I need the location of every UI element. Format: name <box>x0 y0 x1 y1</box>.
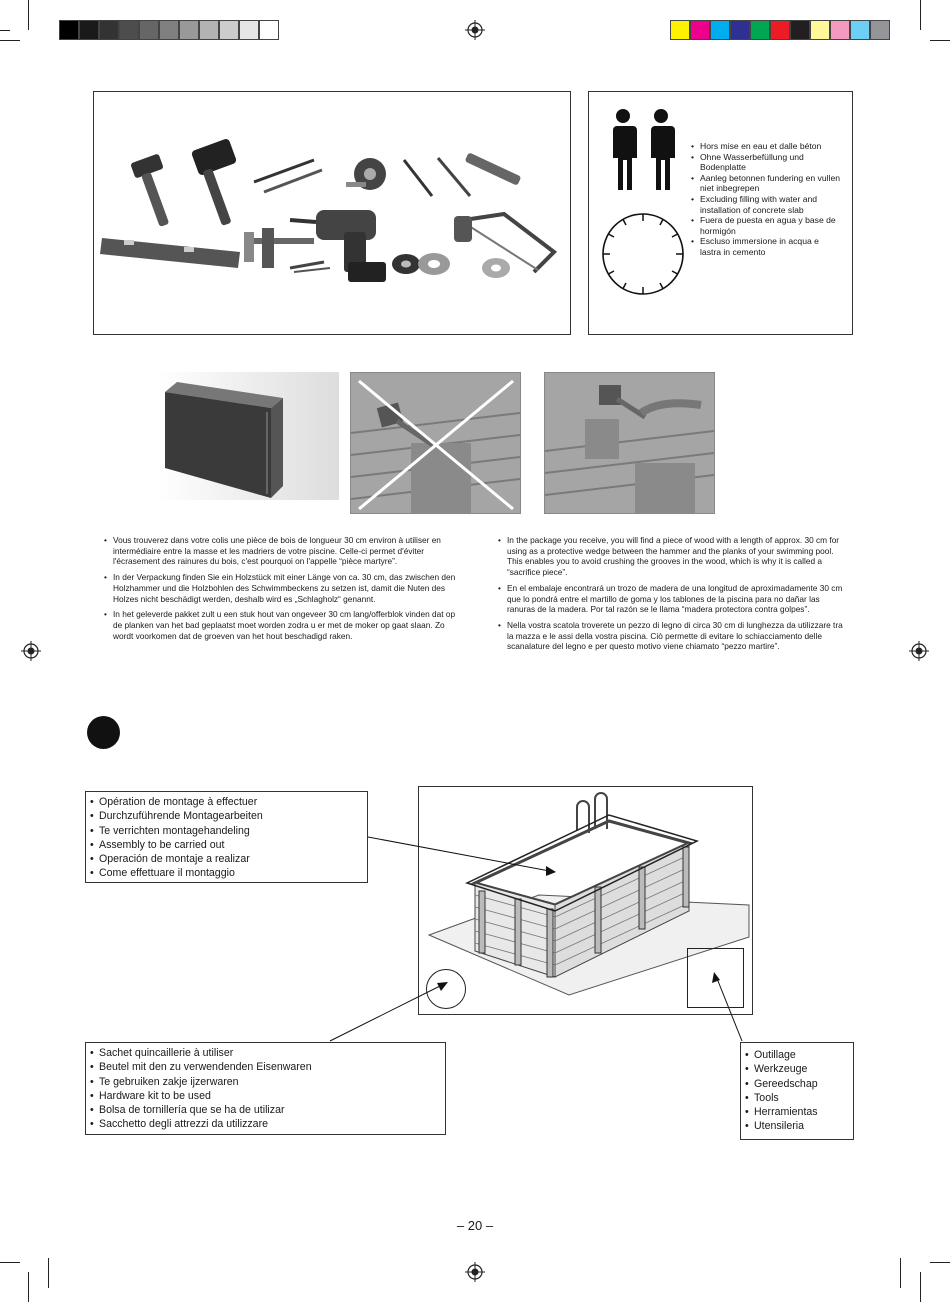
legend-item: • Hardware kit to be used <box>90 1089 445 1103</box>
legend-tools-list <box>745 1048 853 1134</box>
legend-item: • Assembly to be carried out <box>90 838 367 852</box>
installation-note-item: • Ohne Wasserbefüllung und Bodenplatte <box>691 152 841 173</box>
legend-item: • Herramientas <box>745 1105 853 1119</box>
installation-note-item: • Excluding filling with water and installation of concrete slab <box>691 194 841 215</box>
installation-note-item: • Fuera de puesta en agua y base de hormigón <box>691 215 841 236</box>
legend-item: • Gereedschap <box>745 1077 853 1091</box>
legend-item: • Operación de montaje a realizar <box>90 852 367 866</box>
legend-item: • Durchzuführende Montagearbeiten <box>90 809 367 823</box>
legend-item: • Beutel mit den zu verwendenden Eisenwaren <box>90 1060 445 1074</box>
legend-item: • Tools <box>745 1091 853 1105</box>
legend-hardware-box <box>85 1042 446 1135</box>
sacrifice-paragraph: • In der Verpackung finden Sie ein Holzstück mit einer Länge von ca. 30 cm, das zwischen den Holzhammer und die Holzbohlen des Schwimmbeckens zu setzen ist, damit die Nuten des Holzes nicht beschädigt werden, deshalb wird es „Schlagholz“ genannt. <box>104 572 460 604</box>
sacrifice-paragraph: • In the package you receive, you will find a piece of wood with a length of approx. 30 cm for using as a protective wedge between the hammer and the planks of your swimming pool. This enables you to avoid crushing the grooves in the wood, which is why it is called a “sacrifice piece”. <box>498 535 844 578</box>
installation-note-item: • Aanleg betonnen fundering en vullen niet inbegrepen <box>691 173 841 194</box>
legend-item: • Te gebruiken zakje ijzerwaren <box>90 1075 445 1089</box>
page-number: – 20 – <box>456 1218 494 1233</box>
legend-item: • Te verrichten montagehandeling <box>90 824 367 838</box>
sacrifice-paragraph: • En el embalaje encontrará un trozo de madera de una longitud de aproximadamente 30 cm que lo pondrá entre el martillo de goma y los tablones de la piscina para no dañar las ranuras de la madera. Por tal razón se le llama “madera protectora contra golpes”. <box>498 583 844 615</box>
legend-item: • Sachet quincaillerie à utiliser <box>90 1046 445 1060</box>
legend-item: • Bolsa de tornillería que se ha de utilizar <box>90 1103 445 1117</box>
installation-note-item: • Hors mise en eau et dalle béton <box>691 141 841 152</box>
legend-hardware-list <box>90 1046 445 1132</box>
sacrifice-paragraph: • Vous trouverez dans votre colis une pièce de bois de longueur 30 cm environ à utiliser en intermédiaire entre la masse et les madriers de votre piscine. Celle-ci permet d'éviter l'écrasement des rainures du bois, c'est pourquoi on l'appelle “pièce martyre”. <box>104 535 460 567</box>
legend-item: • Outillage <box>745 1048 853 1062</box>
legend-assembly-list <box>90 795 367 881</box>
legend-item: • Sacchetto degli attrezzi da utilizzare <box>90 1117 445 1131</box>
legend-item: • Opération de montage à effectuer <box>90 795 367 809</box>
sacrifice-paragraph: • In het geleverde pakket zult u een stuk hout van ongeveer 30 cm lang/offerblok vinden dat op de planken van het bad geplaatst moet worden zodra u er met de moker op gaat slaan. Zo wordt voorkomen dat de groeven van het hout beschadigd raken. <box>104 609 460 641</box>
legend-assembly-box <box>85 791 368 883</box>
sacrifice-paragraph: • Nella vostra scatola troverete un pezzo di legno di circa 30 cm di lunghezza da utilizzare tra la mazza e le assi della vostra piscina. Ciò permette di evitare lo schiacciamento delle scanalature del legno e per questo motivo viene chiamato “pezzo martire”. <box>498 620 844 652</box>
legend-item: • Utensileria <box>745 1119 853 1133</box>
legend-item: • Come effettuare il montaggio <box>90 866 367 880</box>
legend-item: • Werkzeuge <box>745 1062 853 1076</box>
installation-note-item: • Escluso immersione in acqua e lastra in cemento <box>691 236 841 257</box>
legend-tools-box <box>740 1042 854 1140</box>
